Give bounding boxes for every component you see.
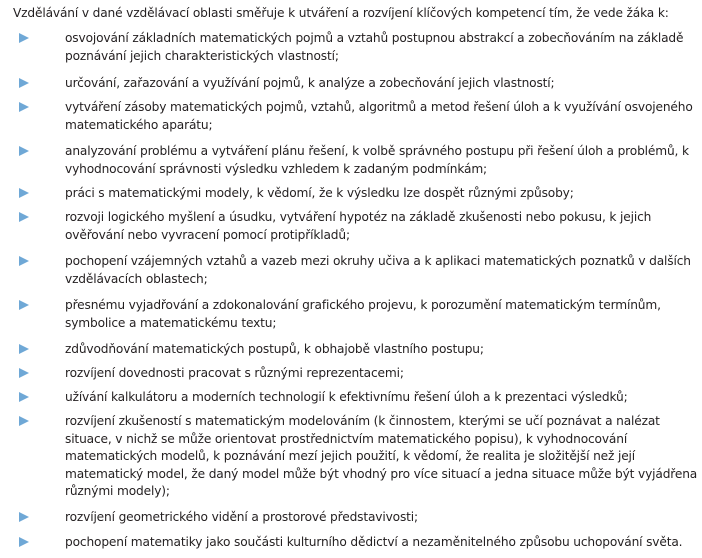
list-item-text: pochopení vzájemných vztahů a vazeb mezi okruhy učiva a k aplikaci matematických poznatků v dalších vzdělávacích oblastech; xyxy=(65,254,691,286)
list-item-text: pochopení matematiky jako součásti kulturního dědictví a nezaměnitelného způsobu uchopování světa. xyxy=(65,535,683,549)
list-item-text: rozvíjení zkušeností s matematickým modelováním (k činnostem, kterými se učí poznávat a nalézat situace, v nichž se může orientovat prostřednictvím matematického popisu), k vyhodnocování matematických modelů, k poznávání mezí jejich použití, k vědomí, že realita je složitější než její matematický model, že daný model může být vhodný pro více situací a jedna situace může být vyjádřena různými modely); xyxy=(65,414,698,498)
triangle-bullet-icon xyxy=(19,33,29,43)
triangle-bullet-icon xyxy=(19,146,29,156)
list-item-text: rozvíjení dovednosti pracovat s různými reprezentacemi; xyxy=(65,366,404,380)
triangle-bullet-icon xyxy=(19,102,29,112)
list-item-text: práci s matematickými modely, k vědomí, že k výsledku lze dospět různými způsoby; xyxy=(65,186,574,200)
list-item-text: rozvíjení geometrického vidění a prostorové představivosti; xyxy=(65,510,418,524)
triangle-bullet-icon xyxy=(19,512,29,522)
triangle-bullet-icon xyxy=(19,256,29,266)
triangle-bullet-icon xyxy=(19,368,29,378)
list-item-text: přesnému vyjadřování a zdokonalování grafického projevu, k porozumění matematickým termínům, symbolice a matematickému textu; xyxy=(65,298,661,330)
intro-sentence: Vzdělávání v dané vzdělávací oblasti směřuje k utváření a rozvíjení klíčových kompetencí tím, že vede žáka k: xyxy=(13,6,669,20)
triangle-bullet-icon xyxy=(19,537,29,547)
list-item-text: zdůvodňování matematických postupů, k obhajobě vlastního postupu; xyxy=(65,342,484,356)
list-item-text: analyzování problému a vytváření plánu řešení, k volbě správného postupu při řešení úloh a problémů, k vyhodnocování správnosti výsledku vzhledem k zadaným podmínkám; xyxy=(65,144,689,176)
triangle-bullet-icon xyxy=(19,392,29,402)
list-item-text: vytváření zásoby matematických pojmů, vztahů, algoritmů a metod řešení úloh a k využívání osvojeného matematického aparátu; xyxy=(65,100,693,132)
triangle-bullet-icon xyxy=(19,188,29,198)
triangle-bullet-icon xyxy=(19,212,29,222)
list-item-text: rozvoji logického myšlení a úsudku, vytváření hypotéz na základě zkušenosti nebo pokusu, k jejich ověřování nebo vyvracení pomocí protipříkladů; xyxy=(65,210,652,242)
triangle-bullet-icon xyxy=(19,344,29,354)
list-item-text: osvojování základních matematických pojmů a vztahů postupnou abstrakcí a zobecňováním na základě poznávání jejich charakteristických vlastností; xyxy=(65,31,684,63)
triangle-bullet-icon xyxy=(19,78,29,88)
list-item-text: užívání kalkulátoru a moderních technologií k efektivnímu řešení úloh a k prezentaci výsledků; xyxy=(65,390,628,404)
triangle-bullet-icon xyxy=(19,300,29,310)
list-item-text: určování, zařazování a využívání pojmů, k analýze a zobecňování jejich vlastností; xyxy=(65,76,555,90)
triangle-bullet-icon xyxy=(19,416,29,426)
